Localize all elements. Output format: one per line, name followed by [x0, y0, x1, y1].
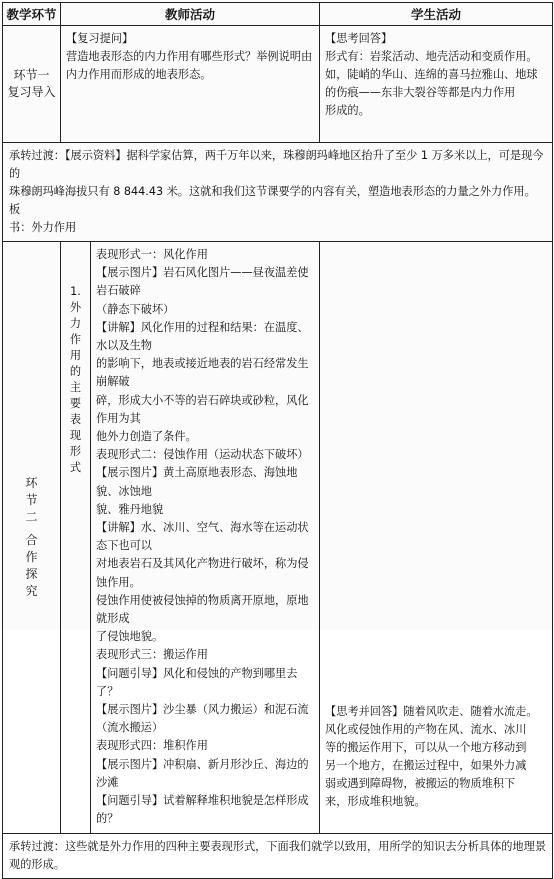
stage-char: 环: [25, 475, 38, 490]
subtopic-char: 的: [69, 365, 82, 378]
subtopic-char: 主: [69, 381, 82, 394]
text-line: 了侵蚀地貌。: [96, 630, 164, 644]
header-student: 学生活动: [320, 3, 553, 26]
stage-char: 二: [25, 509, 38, 524]
text-line: 【复习提问】: [66, 32, 134, 45]
section2-subtopic: [61, 242, 91, 834]
text-line: 珠穆朗玛峰海拔只有 8 844.43 米。这就和我们这节课要学的内容有关，塑造地表形态的力量之外力作用。板: [9, 185, 536, 216]
text-line: 表现形式一：风化作用: [96, 248, 208, 261]
section2-student: [320, 242, 553, 834]
text-line: （静态下破坏）: [96, 302, 175, 316]
text-line: 【思考回答】: [325, 32, 393, 45]
text-line: 貌、雅丹地貌: [96, 502, 164, 516]
text-line: 【展示图片】岩石风化图片——昼夜温差使岩石破碎: [96, 266, 309, 298]
lesson-plan-table: [2, 2, 553, 879]
text-line: 观的形成。: [9, 857, 65, 871]
transition1-text: [3, 143, 553, 242]
transition2-text: [3, 833, 553, 878]
transition1-row: [3, 143, 553, 242]
text-line: 营造地表形态的内力作用有哪些形式？举例说明由: [66, 50, 313, 63]
header-row: [3, 3, 553, 26]
stage-char: 究: [25, 583, 38, 598]
section1-row: [3, 26, 553, 143]
subtopic-char: 用: [69, 349, 82, 362]
stage-char: 作: [25, 549, 38, 564]
text-line: 风化或侵蚀作用的产物在风、流水、冰川: [325, 722, 527, 736]
text-line: 另一个地方，在搬运过程中，如果外力减: [325, 758, 527, 772]
subtopic-char: 形: [69, 445, 82, 458]
subtopic-vertical: [61, 284, 90, 476]
stage-char: 节: [25, 492, 38, 507]
section2-teacher: [91, 242, 320, 834]
text-line: 【讲解】水、冰川、空气、海水等在运动状态下也可以: [96, 521, 309, 553]
text-line: 表现形式四：堆积作用: [96, 739, 208, 753]
text-line: 碎，形成大小不等的岩石碎块或砂粒，风化作用为其: [96, 393, 309, 425]
stage-char: 合: [25, 532, 38, 547]
text-line: 形式有：岩浆活动、地壳活动和变质作用。: [325, 50, 538, 63]
text-line: 他外力创造了条件。: [96, 430, 197, 444]
text-line: 来，形成堆积地貌。: [325, 794, 426, 808]
subtopic-char: 要: [69, 397, 82, 410]
text-line: 形成的。: [325, 104, 370, 117]
text-line: 【问题引导】试着解释堆积地貌是怎样形成的？: [96, 794, 309, 826]
text-line: 【展示图片】黄土高原地表形态、海蚀地貌、冰蚀地: [96, 466, 298, 498]
section1-stage: [3, 26, 61, 143]
transition2-row: [3, 833, 553, 878]
text-line: 表现形式三：搬运作用: [96, 648, 208, 662]
text-line: 侵蚀作用使被侵蚀掉的物质离开原地，原地就形成: [96, 593, 309, 626]
subtopic-char: 表: [69, 413, 82, 426]
section1-student: [320, 26, 553, 143]
subtopic-char: 现: [69, 429, 82, 442]
stage-line: 环节一: [13, 68, 50, 82]
text-line: 承转过渡：这些就是外力作用的四种主要表现形式，下面我们就学以致用，用所学的知识去分析具体的地理景: [9, 839, 547, 853]
section1-teacher: [61, 26, 320, 143]
text-line: 内力作用而形成的地表形态。: [66, 68, 212, 81]
text-line: 的影响下，地表或接近地表的岩石经常发生崩解破: [96, 357, 309, 389]
text-line: 【展示图片】沙尘暴（风力搬运）和泥石流（流水搬运）: [96, 703, 309, 735]
text-line: 书：外力作用: [9, 221, 77, 234]
subtopic-char: 外: [69, 301, 82, 314]
text-line: 【讲解】风化作用的过程和结果：在温度、水以及生物: [96, 320, 309, 353]
text-line: 对地表岩石及其风化产物进行破坏，称为侵蚀作用。: [96, 557, 309, 589]
text-line: 【展示图片】冲积扇、新月形沙丘、海边的沙滩: [96, 757, 309, 789]
header-stage: 教学环节: [3, 3, 61, 26]
text-line: 【思考并回答】随着风吹走、随着水流走。: [325, 704, 538, 718]
header-teacher: 教师活动: [61, 3, 320, 26]
stage-char: 探: [25, 566, 38, 581]
text-line: 承转过渡：【展示资料】据科学家估算，两千万年以来，珠穆朗玛峰地区抬升了至少 1 万多米以上，可是现今的: [9, 149, 544, 180]
section2-stage-vertical: [3, 475, 60, 600]
text-line: 【问题引导】风化和侵蚀的产物到哪里去了？: [96, 666, 298, 698]
section2-stage: [3, 242, 61, 834]
text-line: 如，陡峭的华山、连绵的喜马拉雅山、地球: [325, 68, 538, 81]
text-line: 表现形式二：侵蚀作用（运动状态下破坏）: [96, 448, 309, 462]
subtopic-char: 力: [69, 317, 82, 330]
subtopic-char: 式: [69, 461, 82, 474]
text-line: 等的搬运作用下，可以从一个地方移动到: [325, 740, 527, 754]
text-line: 的伤痕——东非大裂谷等都是内力作用: [325, 86, 516, 99]
subtopic-char: 作: [69, 333, 82, 346]
stage-line: 复习导入: [7, 85, 56, 99]
subtopic-char: 1.: [70, 285, 81, 298]
text-line: 弱或遇到障碍物，被搬运的物质堆积下: [325, 776, 516, 790]
section2-row: [3, 242, 553, 834]
